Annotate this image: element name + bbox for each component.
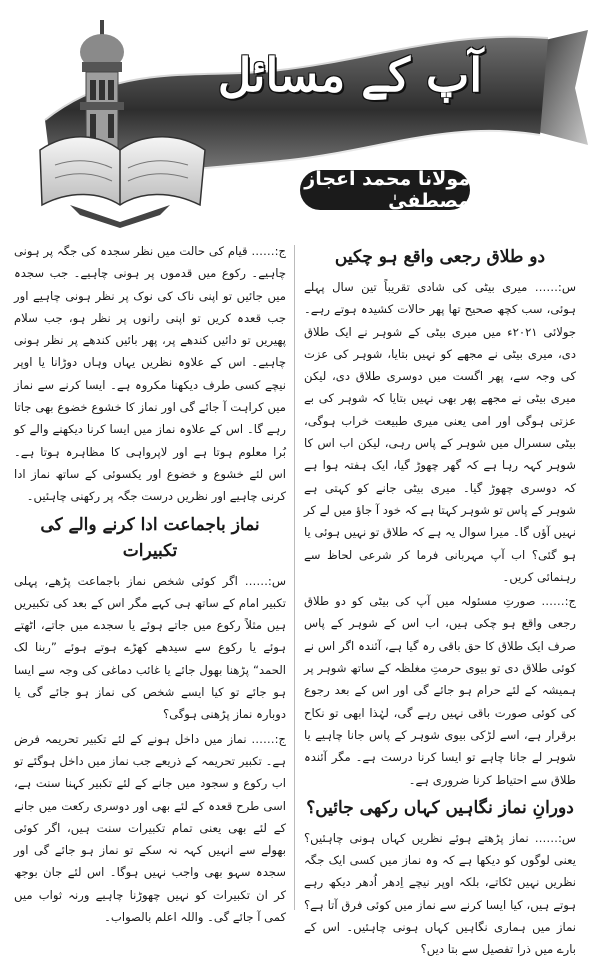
article-answer: ج:…… قیام کی حالت میں نظر سجدہ کی جگہ پر ہونی چاہیے۔ رکوع میں قدموں پر ہونی چاہیے۔ جب سجدہ میں جائیں تو اپنی ناک کی نوک پر نظر ہونی چاہیے اور جب قعدہ کریں تو اپنی رانوں پر نظر ہو، جب سلام پھیریں تو دائیں کندھے پر، پھر بائیں کندھے پر نظر ہونی چاہیے۔ اس کے علاوہ نظریں یہاں وہاں دوڑانا یا اوپر نیچے کسی طرف دیکھنا مکروہ ہے۔ ایسا کرنے سے نماز میں کراہت آ جائے گی اور نماز کا خشوع خضوع بھی جاتا رہے گا۔ اس کے علاوہ نماز میں ایسا کرنا دیکھنے والے کو بُرا معلوم ہوتا ہے اور لاپرواہی کا مظاہرہ ہوتا ہے۔ اس لئے خشوع و خضوع اور یکسوئی کے ساتھ نماز ادا کرنی چاہیے اور نظریں درست جگہ پر رکھنی چاہئیں۔ [14,244,286,504]
open-book-icon [40,137,205,228]
header-banner [0,0,590,230]
article-heading: نماز باجماعت ادا کرنے والے کی تکبیرات [40,514,260,561]
author-name: مولانا محمد اعجاز مصطفیٰ [300,170,470,210]
minaret-icon [80,20,124,152]
article-heading: دو طلاق رجعی واقع ہو چکیں [334,247,546,267]
left-column [14,240,286,925]
article-question: س:…… نماز پڑھتے ہوئے نظریں کہاں ہونی چاہئیں؟ یعنی لوگوں کو دیکھا ہے کہ وہ نماز میں کسی ایک جگہ نظریں نہیں ٹکاتے، بلکہ اوپر نیچے اِدھر اُدھر دیکھ رہے ہوتے ہیں، کیا ایسا کرنے سے نماز میں کوئی فرق آتا ہے؟ نماز میں ہماری نگاہیں کہاں ہونی چاہئیں۔ اس کے بارے میں ذرا تفصیل سے بتا دیں؟ [304,830,576,957]
banner-artwork [0,0,590,230]
banner-title: آپ کے مسائل [217,48,483,102]
article-question: س:…… اگر کوئی شخص نماز باجماعت پڑھے، پہلی تکبیر امام کے ساتھ ہی کہے مگر اس کے بعد کی تکبیریں ہیں مثلاً رکوع میں جاتے ہوئے یا سجدے میں جاتے، اٹھتے ہوئے یا رکوع سے سیدھے کھڑے ہوتے ہوئے ”ربنا لک الحمد“ پڑھنا بھول جائے یا غائب دماغی کی وجہ سے ایسا ہو جائے تو کیا ایسے شخص کی نماز ہو جائے گی یا دوبارہ نماز پڑھنی ہوگی؟ [14,573,286,722]
right-column [304,240,577,957]
column-divider [294,245,295,910]
article-answer: ج:…… صورتِ مسئولہ میں آپ کی بیٹی کو دو طلاق رجعی واقع ہو چکی ہیں، اب اس کے شوہر کے پاس صرف ایک طلاق کا حق باقی رہ گیا ہے، آئندہ اگر اس نے کوئی طلاق دی تو بیوی حرمتِ مغلظہ کے ساتھ شوہر پر ہمیشہ کے لئے حرام ہو جائے گی اور اس کے بعد رجوع کی کوئی صورت باقی نہیں رہے گی، لہٰذا ابھی تو نکاح برقرار ہے، اسے لڑکی بیوی شوہر کے پاس جانا چاہیے یا شوہر لے جانا چاہے تو ایسا کرنا درست ہے۔ مگر آئندہ طلاق سے احتیاط کرنا ضروری ہے۔ [304,594,576,787]
article-question: س:…… میری بیٹی کی شادی تقریباً تین سال پہلے ہوئی، سب کچھ صحیح تھا پھر حالات کشیدہ ہوتے رہے۔ جولائی ۲۰۲۱ء میں میری بیٹی کے شوہر نے ایک طلاق دی، میری بیٹی نے مجھے کو نہیں بتایا، شوہر کی عزت کی وجہ سے، پھر اگست میں دوسری طلاق دی، لیکن میری بیٹی نے مجھے پھر بھی نہیں بتایا کہ شوہر کی بے عزتی ہوگی اور امی یعنی میری طبیعت خراب ہوگی، بیٹی سسرال میں شوہر کے پاس رہی، لیکن اب اس کا شوہر کہہ رہا ہے کہ گھر چھوڑ گیا، ایک ہفتہ ہوا ہے کہ دوسری چھوڑ گیا۔ میری بیٹی جانے کو کہتی ہے شوہر کے پاس تو شوہر کہتا ہے کہ خود آ جاؤ میں لے کر نہیں آؤں گا۔ میرا سوال یہ ہے کہ طلاق تو نہیں ہوئی یا ہو گئی؟ اب آپ مہربانی فرما کر شرعی لحاظ سے رہنمائی کریں۔ [304,280,577,584]
article-answer: ج:…… نماز میں داخل ہونے کے لئے تکبیر تحریمہ فرض ہے۔ تکبیر تحریمہ کے ذریعے جب نماز میں داخل ہوگئے تو اب رکوع و سجود میں جانے کے لئے تکبیر کہنا سنت ہے، اسی طرح قعدہ کے لئے بھی اور دوسری رکعت میں جانے کے لئے بھی یعنی تمام تکبیرات سنت ہیں، اگر کوئی بھولے سے انہیں کہہ نہ سکے تو نماز ہو جائے گی اور سجدہ سہو بھی واجب نہیں ہوگا۔ اس لئے جان بوجھ کر ان تکبیرات کو نہیں چھوڑنا چاہیے ورنہ ثواب میں کمی آ جائے گی۔ واللہ اعلم بالصواب۔ [14,731,286,925]
article-heading: دورانِ نماز نگاہیں کہاں رکھی جائیں؟ [306,797,574,818]
